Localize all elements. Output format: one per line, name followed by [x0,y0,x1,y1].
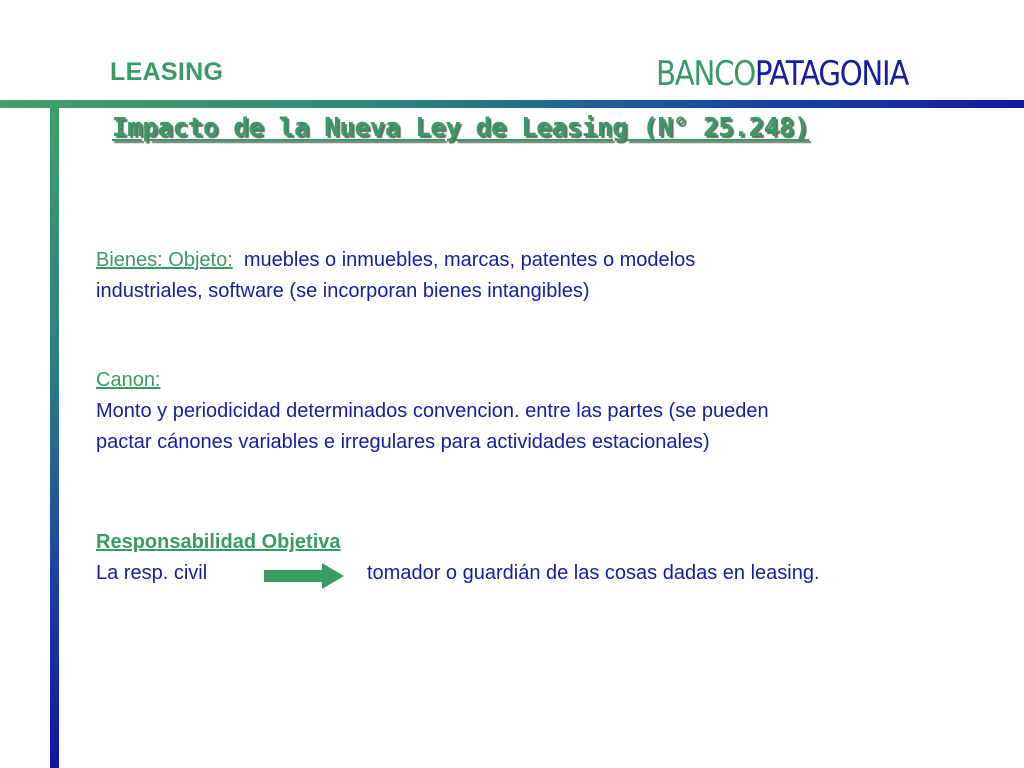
canon-line1: Monto y periodicidad determinados convencion. entre las partes (se pueden [96,400,769,422]
right-arrow-icon [264,563,344,589]
logo-patagonia: PATAGONIA [754,54,909,94]
canon-label: Canon: [96,369,161,391]
responsabilidad-label: Responsabilidad Objetiva [96,531,341,553]
header-divider [0,100,1024,108]
page-subtitle: Impacto de la Nueva Ley de Leasing (N° 25.248) [112,113,810,143]
bank-logo [656,54,908,94]
responsabilidad-heading [96,527,341,558]
section-title: LEASING [110,58,224,86]
bienes-line2: industriales, software (se incorporan bienes intangibles) [96,280,590,302]
bienes-label: Bienes: Objeto: [96,249,233,271]
bienes-text-1: muebles o inmuebles, marcas, patentes o modelos [243,249,696,271]
responsabilidad-left: La resp. civil [96,562,208,584]
left-divider [50,100,59,768]
bienes-line1 [96,245,695,276]
responsabilidad-right: tomador o guardián de las cosas dadas en leasing. [367,562,820,584]
logo-banco: BANCO [656,54,755,94]
canon-line2: pactar cánones variables e irregulares para actividades estacionales) [96,431,710,453]
canon-heading [96,365,161,396]
